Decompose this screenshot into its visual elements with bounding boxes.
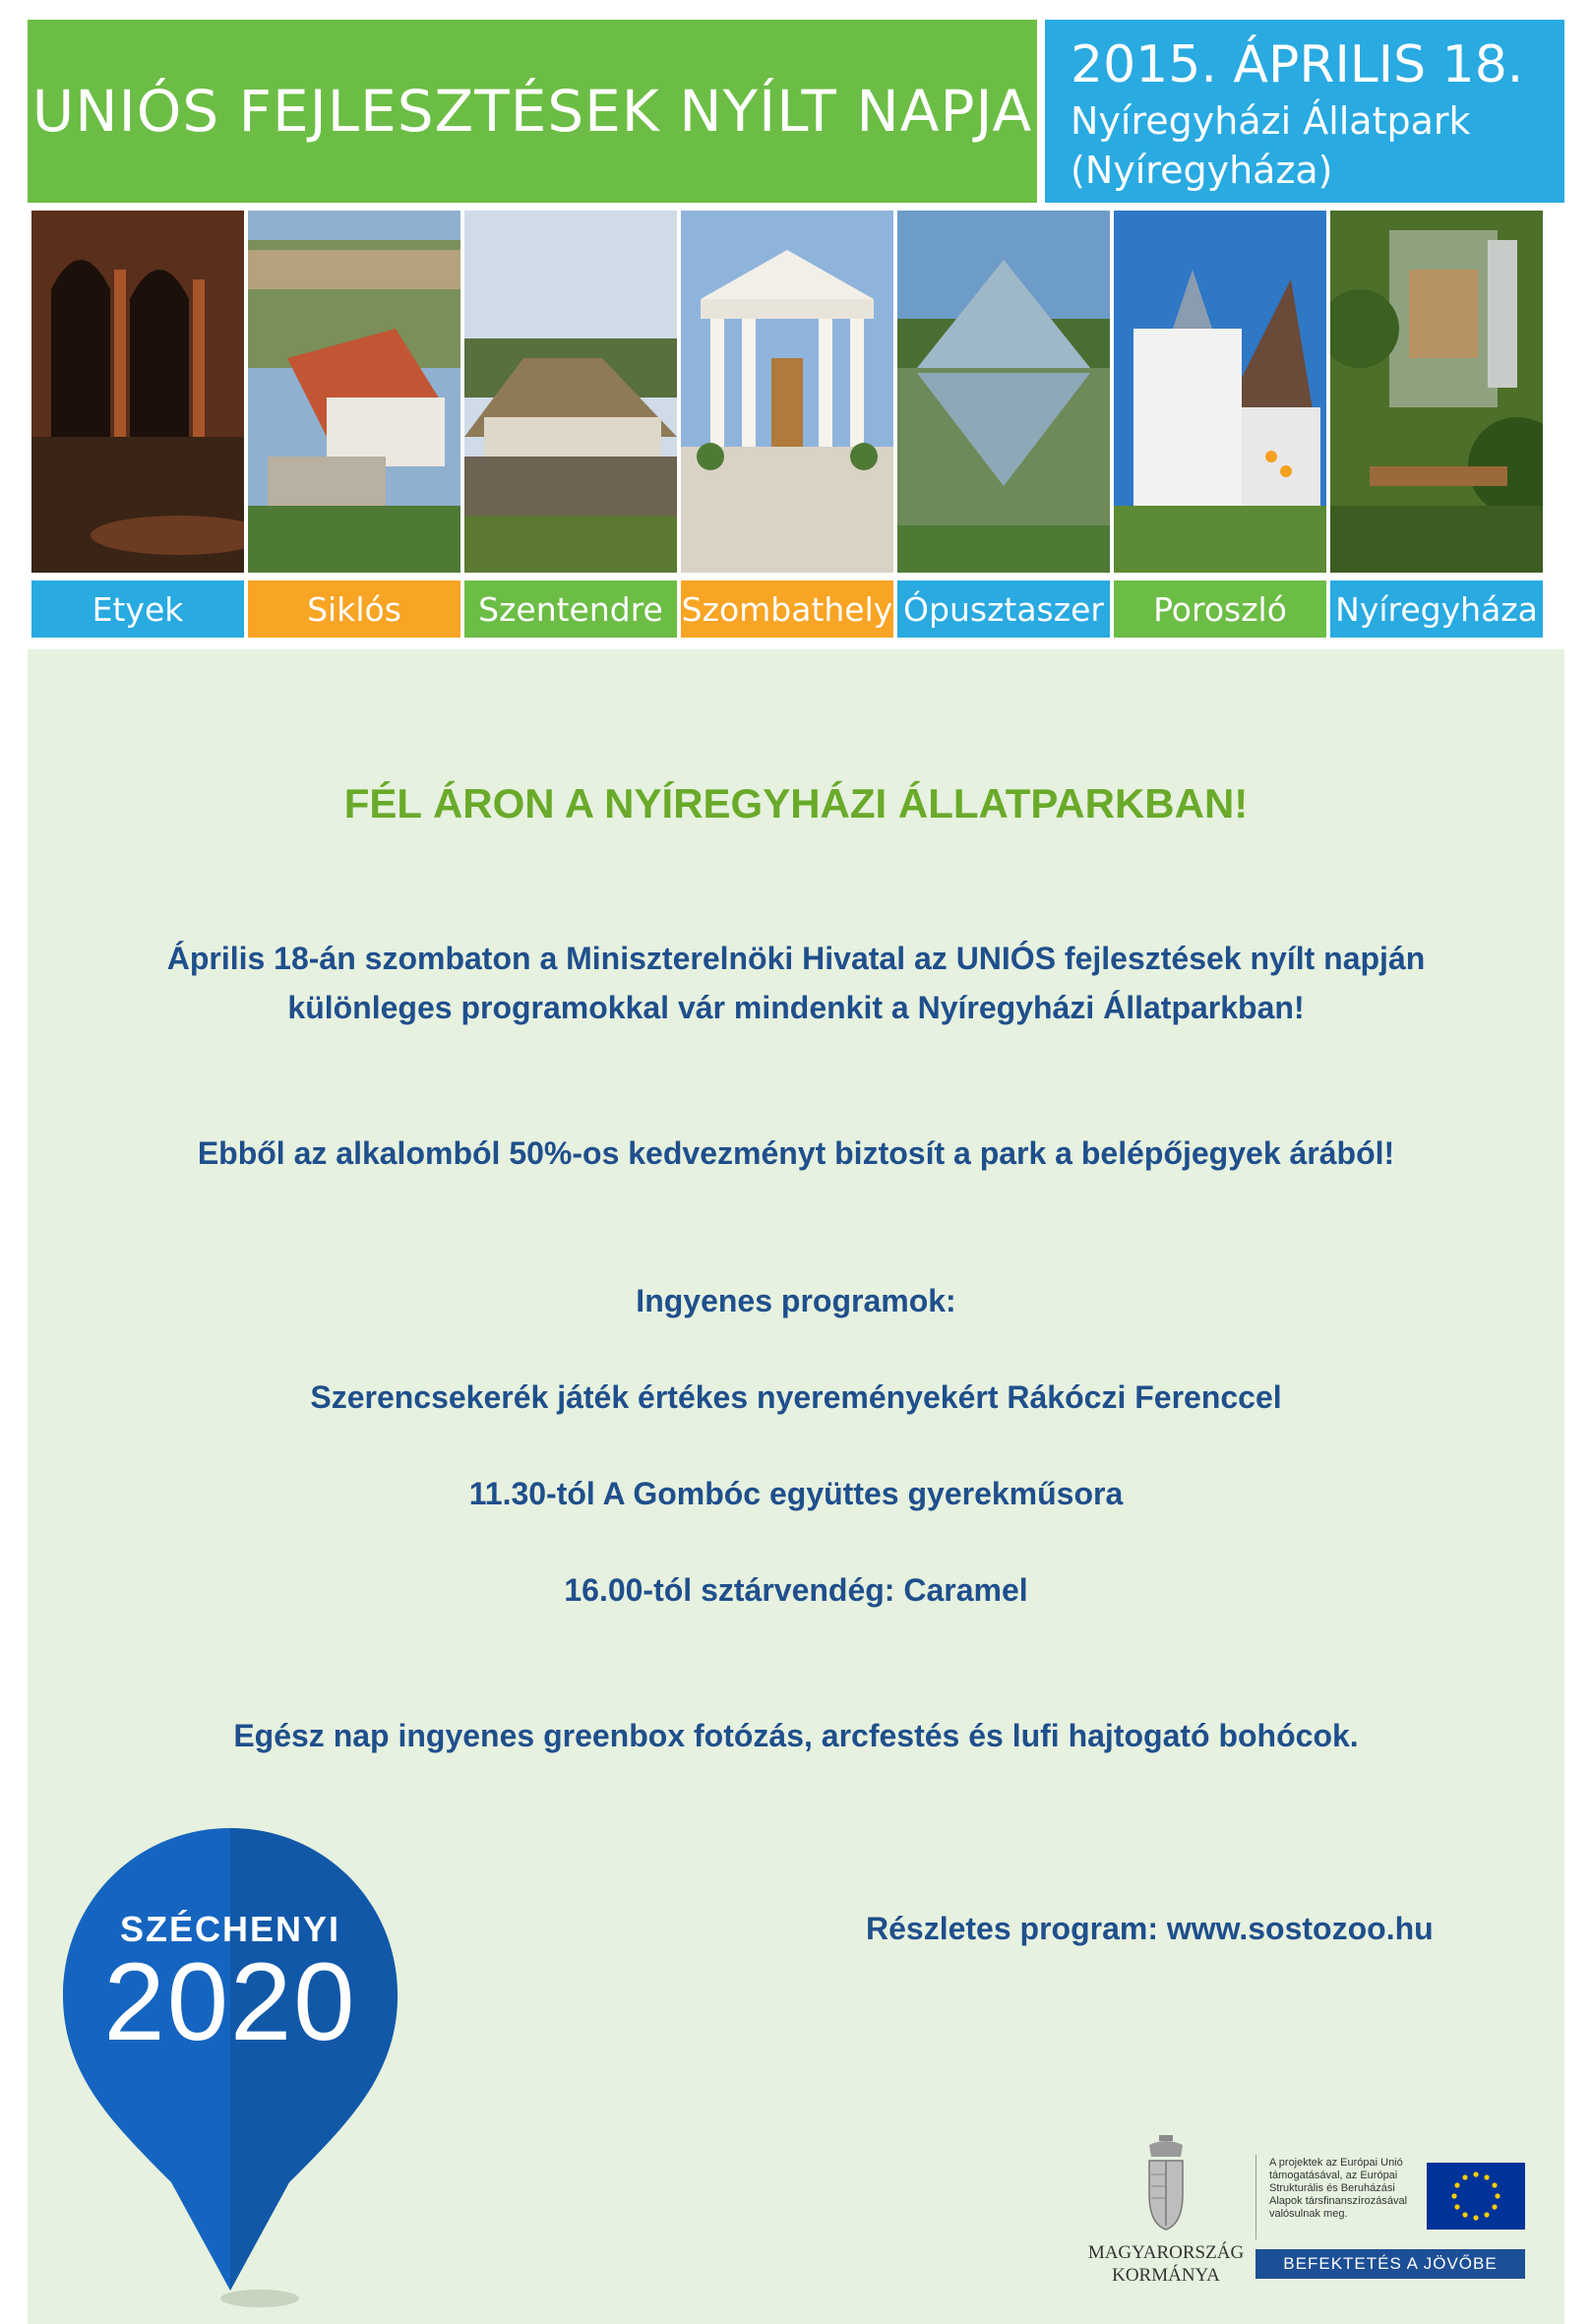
location-label-nyiregyhaza: Nyíregyháza: [1330, 581, 1543, 638]
details-link[interactable]: Részletes program: www.sostozoo.hu: [866, 1911, 1434, 1946]
location-label-poroszlo: Poroszló: [1114, 581, 1326, 638]
program-item-1: Szerencsekerék játék értékes nyereményekért Rákóczi Ferenccel: [310, 1379, 1282, 1415]
location-label-etyek: Etyek: [31, 581, 244, 638]
szechenyi-year: 2020: [103, 1940, 357, 2063]
program-item-3: 16.00-tól sztárvendég: Caramel: [564, 1572, 1028, 1608]
headline: FÉL ÁRON A NYÍREGYHÁZI ÁLLATPARKBAN!: [343, 780, 1249, 826]
government-name-line-2: KORMÁNYA: [1112, 2265, 1220, 2286]
eu-funding-text: A projektek az Európai Unió támogatásával, az Európai Strukturális és Beruházási Alapok társfinanszírozásával valósulnak meg.: [1269, 2157, 1408, 2220]
photo-szentendre: [464, 211, 677, 573]
location-label-opusztaszer: Ópusztaszer: [897, 581, 1110, 638]
location-label-szombathely: Szombathely: [681, 581, 893, 638]
government-name-line-1: MAGYARORSZÁG: [1087, 2242, 1245, 2263]
invest-in-future-bar: BEFEKTETÉS A JÖVŐBE: [1255, 2249, 1525, 2279]
location-label-szentendre: Szentendre: [464, 581, 677, 638]
program-item-2: 11.30-tól A Gombóc együttes gyerekműsora: [468, 1476, 1124, 1511]
event-city: (Nyíregyháza): [1071, 149, 1333, 192]
photo-szombathely: [681, 211, 893, 573]
intro-line-1: Április 18-án szombaton a Miniszterelnöki Hivatal az UNIÓS fejlesztések nyílt napján: [166, 941, 1426, 976]
all-day-text: Egész nap ingyenes greenbox fotózás, arcfestés és lufi hajtogató bohócok.: [233, 1718, 1359, 1753]
photo-siklos: [248, 211, 460, 573]
programs-heading: Ingyenes programok:: [636, 1283, 956, 1318]
eu-flag-icon: [1427, 2163, 1525, 2230]
event-venue: Nyíregyházi Állatpark: [1071, 99, 1471, 143]
divider: [1255, 2155, 1256, 2239]
photo-opusztaszer: [897, 211, 1110, 573]
szechenyi-title: SZÉCHENYI: [119, 1909, 341, 1949]
intro-line-2: különleges programokkal vár mindenkit a Nyíregyházi Állatparkban!: [287, 990, 1305, 1025]
photo-nyiregyhaza: [1330, 211, 1543, 573]
photo-etyek: [31, 211, 244, 573]
location-label-siklos: Siklós: [248, 581, 460, 638]
photo-poroszlo: [1114, 211, 1326, 573]
event-title: UNIÓS FEJLESZTÉSEK NYÍLT NAPJA: [28, 20, 1037, 203]
szechenyi-2020-logo: [63, 1828, 398, 2310]
event-date: 2015. ÁPRILIS 18.: [1071, 35, 1524, 94]
hungarian-coat-of-arms-icon: [1141, 2135, 1191, 2233]
discount-text: Ebből az alkalomból 50%-os kedvezményt biztosít a park a belépőjegyek árából!: [197, 1135, 1395, 1171]
event-info-box: [1045, 20, 1564, 203]
